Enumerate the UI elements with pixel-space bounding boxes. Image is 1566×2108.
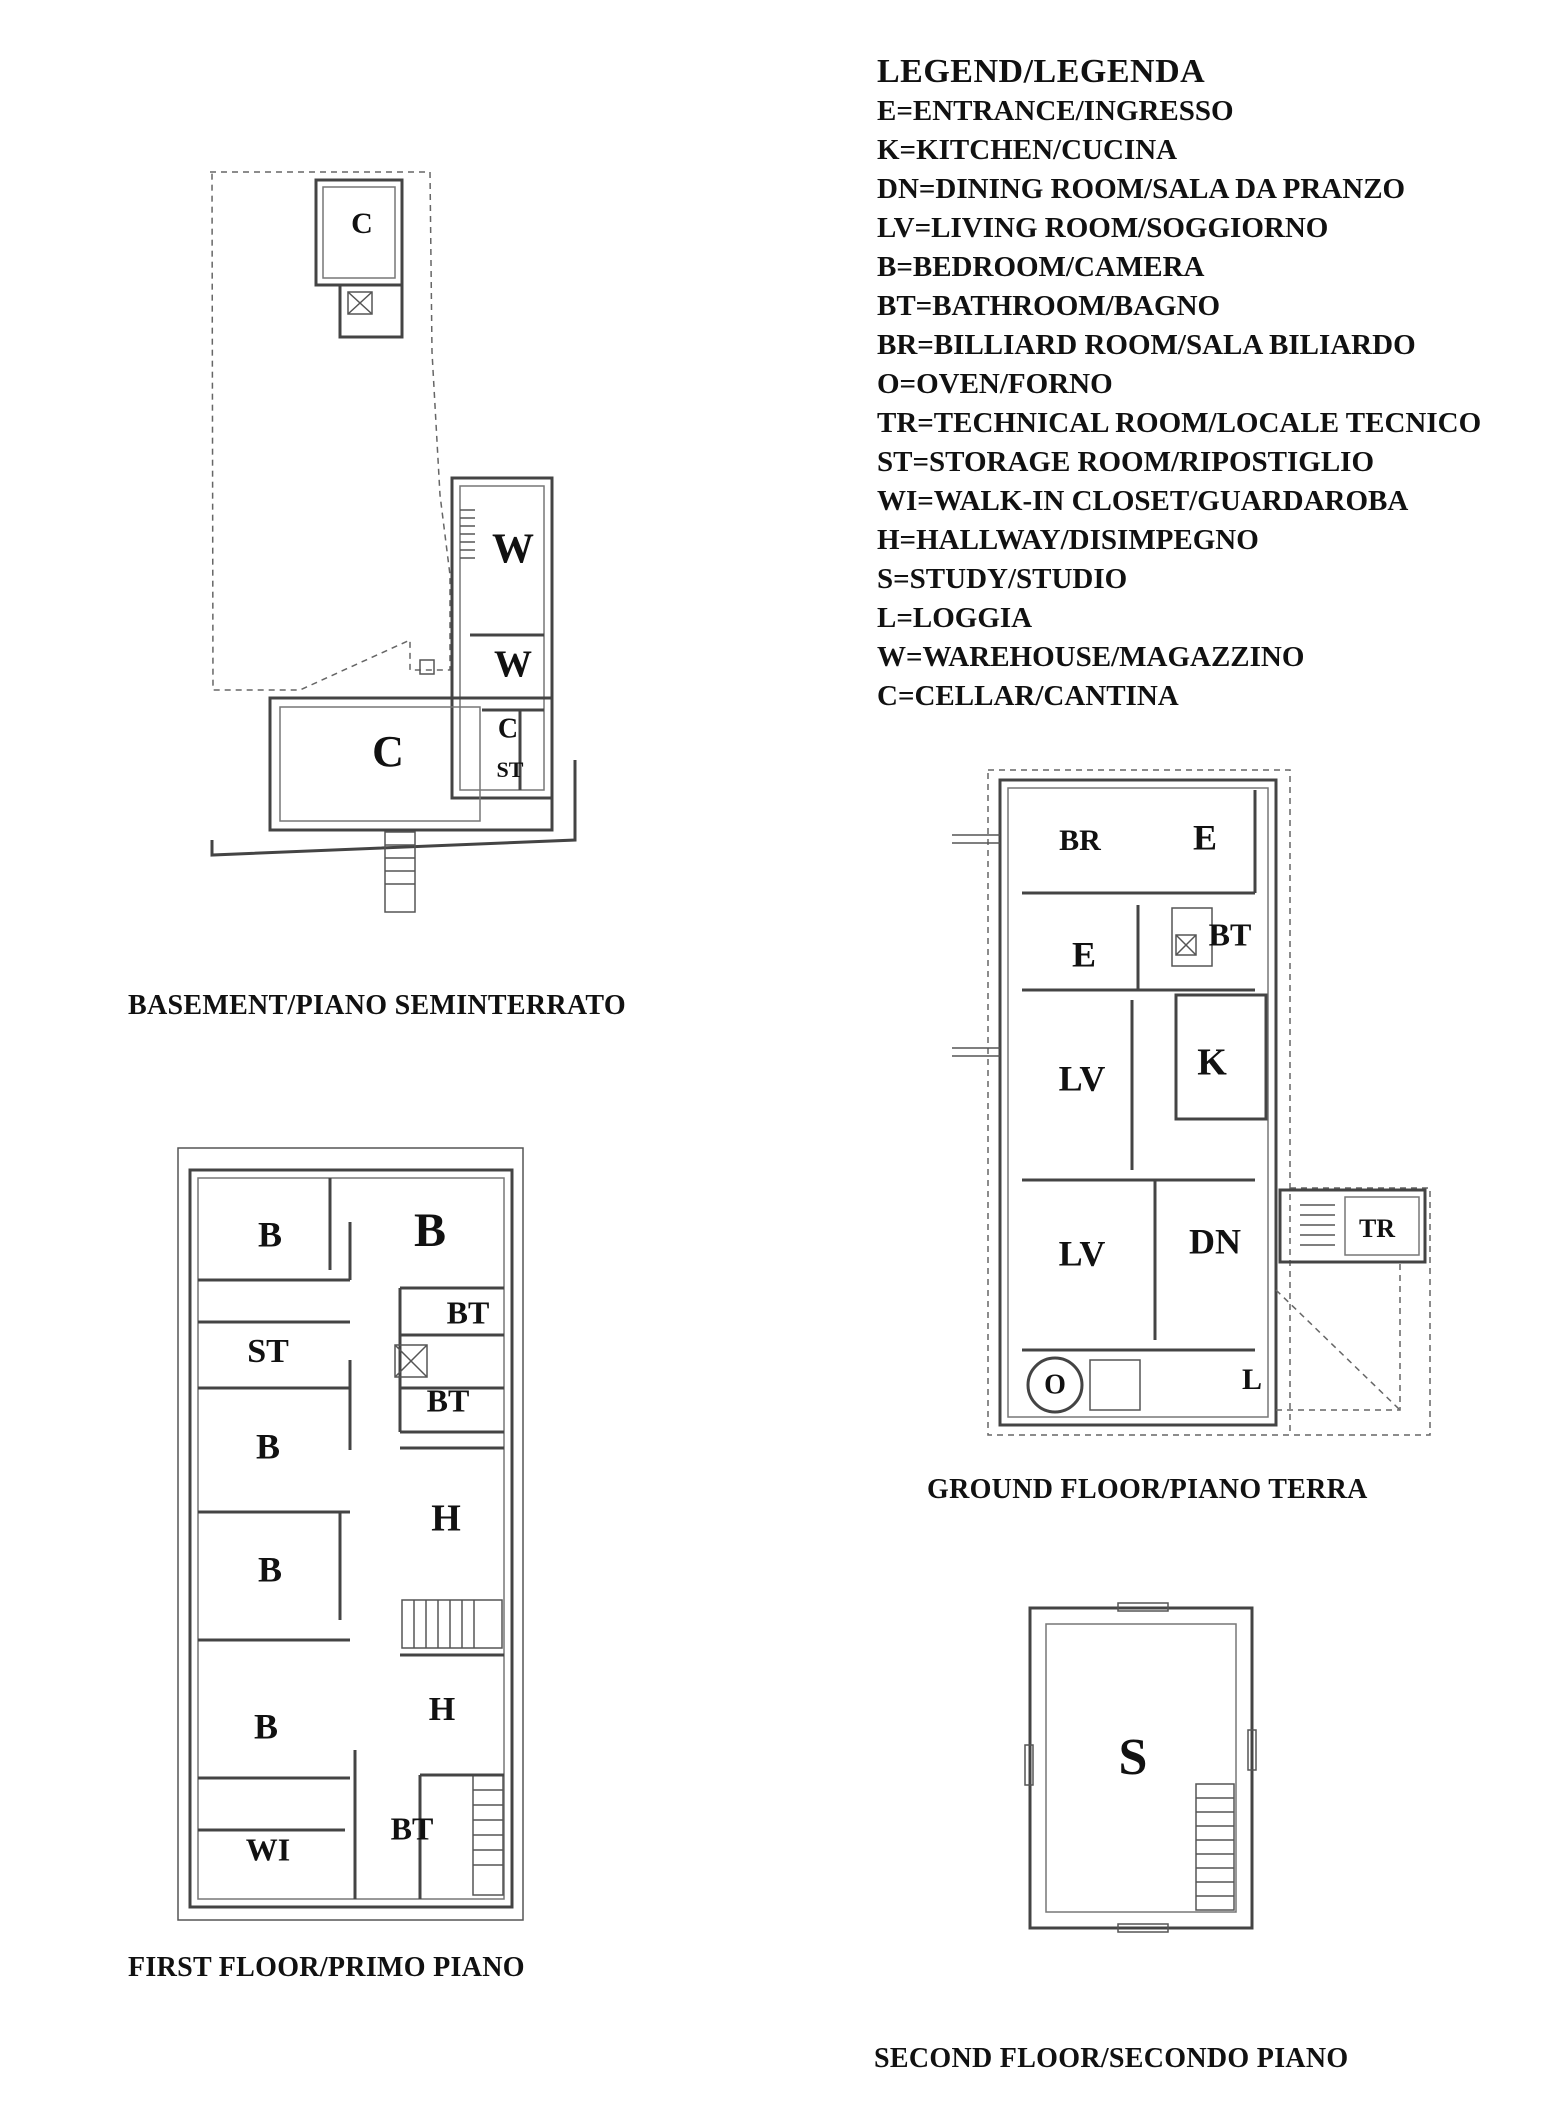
room-label: H: [431, 1497, 461, 1540]
room-label: B: [257, 1549, 283, 1590]
basement-caption: BASEMENT/PIANO SEMINTERRATO: [128, 990, 626, 1021]
ground-floor-caption: GROUND FLOOR/PIANO TERRA: [927, 1474, 1368, 1505]
second-floor-caption: SECOND FLOOR/SECONDO PIANO: [874, 2043, 1349, 2074]
legend-item: K=KITCHEN/CUCINA: [877, 134, 1178, 166]
legend-item: BR=BILLIARD ROOM/SALA BILIARDO: [877, 329, 1416, 361]
legend-title: LEGEND/LEGENDA: [877, 53, 1206, 90]
room-label: ST: [496, 757, 524, 783]
legend-item: LV=LIVING ROOM/SOGGIORNO: [877, 212, 1329, 244]
room-label: W: [492, 526, 534, 573]
room-label: DN: [1189, 1221, 1241, 1262]
room-label: W: [494, 643, 532, 686]
room-label: BT: [390, 1810, 434, 1847]
room-label: LV: [1058, 1058, 1106, 1099]
room-label: H: [428, 1690, 456, 1728]
room-label: O: [1044, 1369, 1066, 1401]
room-label: S: [1118, 1728, 1148, 1786]
room-label: BT: [446, 1294, 490, 1331]
room-label: C: [497, 713, 519, 745]
legend-item: DN=DINING ROOM/SALA DA PRANZO: [877, 173, 1406, 205]
room-label: TR: [1358, 1213, 1396, 1243]
ground-floor-plan: [952, 770, 1430, 1435]
legend-item: E=ENTRANCE/INGRESSO: [877, 95, 1234, 127]
legend-item: TR=TECHNICAL ROOM/LOCALE TECNICO: [877, 407, 1482, 439]
first-floor-plan: [178, 1148, 523, 1920]
legend-item: ST=STORAGE ROOM/RIPOSTIGLIO: [877, 446, 1375, 478]
legend-item: L=LOGGIA: [877, 602, 1033, 634]
second-floor-plan: [1025, 1603, 1256, 1932]
room-label: K: [1197, 1041, 1227, 1084]
legend-item: B=BEDROOM/CAMERA: [877, 251, 1205, 283]
ground-site-outline: [988, 770, 1290, 1435]
room-label: B: [257, 1214, 283, 1255]
legend-item: WI=WALK-IN CLOSET/GUARDAROBA: [877, 485, 1409, 517]
room-label: BT: [426, 1382, 470, 1419]
legend-item: S=STUDY/STUDIO: [877, 563, 1128, 595]
room-label: B: [255, 1426, 281, 1467]
legend-item: C=CELLAR/CANTINA: [877, 680, 1179, 712]
room-label: LV: [1058, 1233, 1106, 1274]
basement-site-outline: [210, 172, 450, 690]
ground-outer-wall: [1000, 780, 1276, 1425]
basement-plan: [210, 172, 575, 912]
room-label: C: [372, 727, 404, 777]
legend-item: W=WAREHOUSE/MAGAZZINO: [877, 641, 1305, 673]
legend-item: BT=BATHROOM/BAGNO: [877, 290, 1221, 322]
room-label: B: [413, 1204, 447, 1258]
room-label: BT: [1208, 916, 1252, 953]
room-label: L: [1241, 1362, 1263, 1396]
legend-item: H=HALLWAY/DISIMPEGNO: [877, 524, 1259, 556]
room-label: B: [253, 1706, 279, 1747]
room-label: WI: [245, 1831, 291, 1868]
room-label: ST: [247, 1332, 289, 1370]
room-label: BR: [1059, 823, 1101, 857]
room-label: E: [1071, 934, 1097, 975]
first-floor-caption: FIRST FLOOR/PRIMO PIANO: [128, 1952, 525, 1983]
room-label: C: [351, 206, 373, 240]
legend-item: O=OVEN/FORNO: [877, 368, 1113, 400]
room-label: E: [1192, 817, 1218, 858]
